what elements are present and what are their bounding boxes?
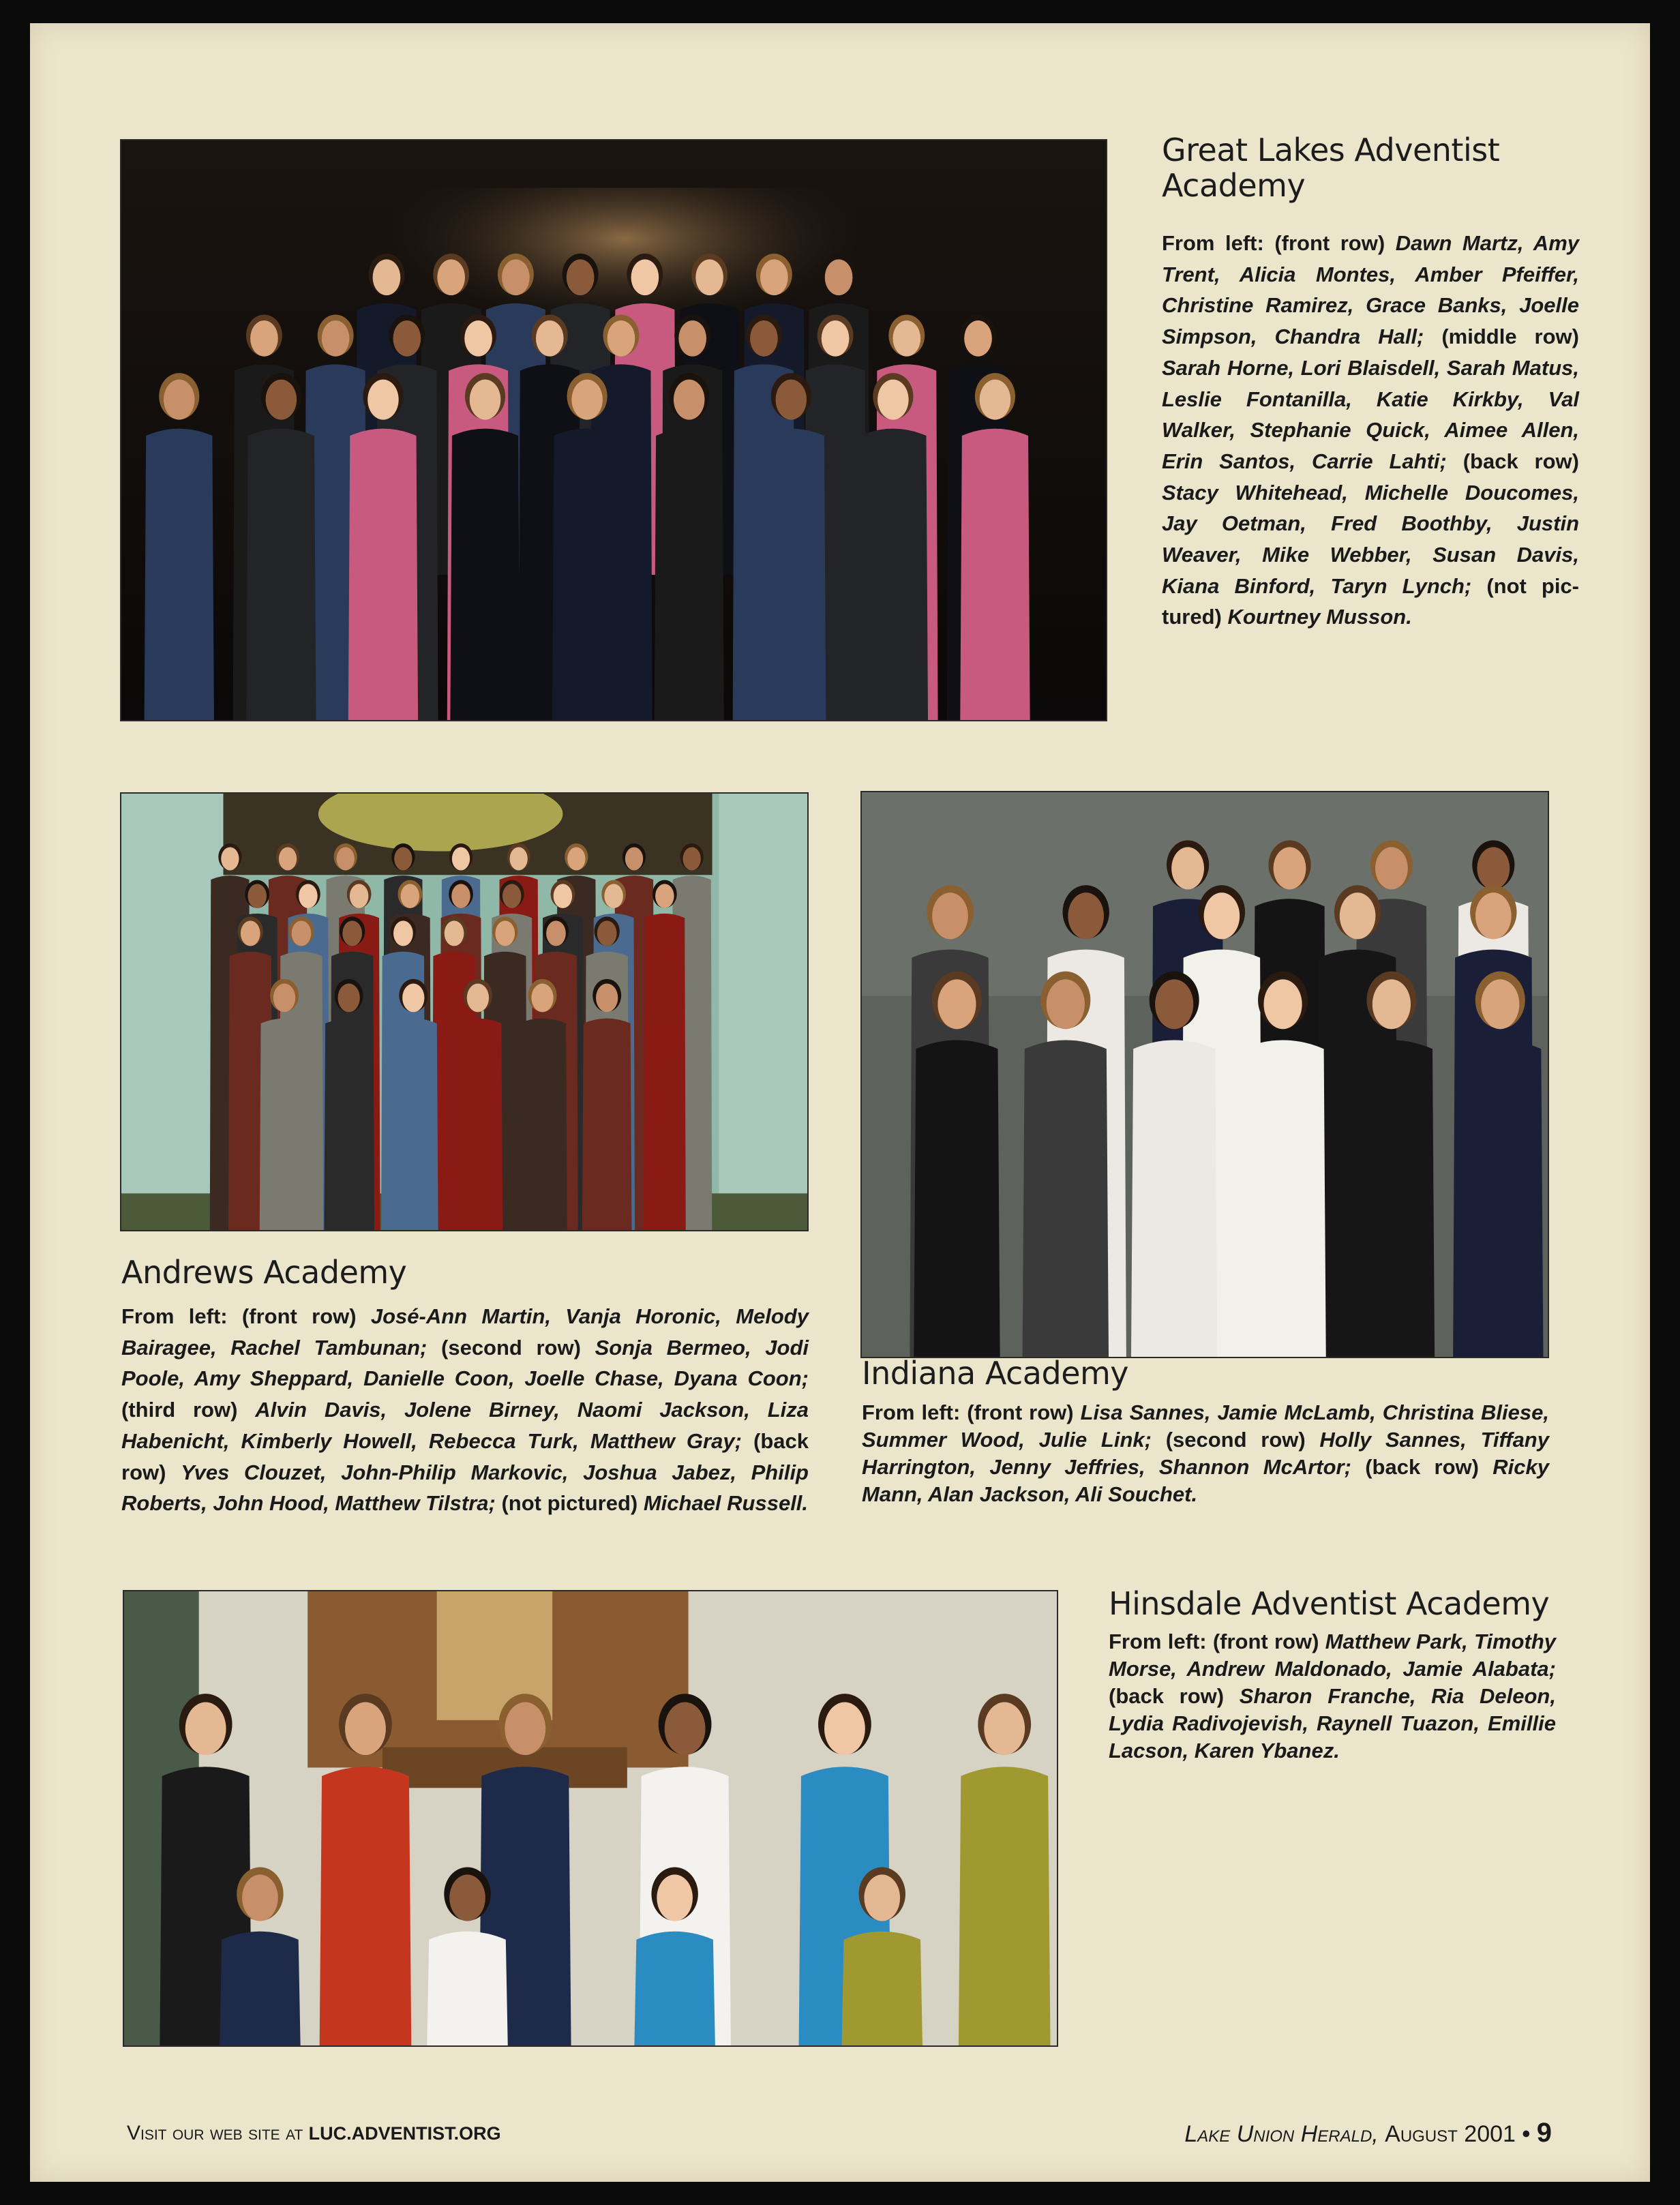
person-face: [393, 920, 413, 946]
footer-separator: •: [1522, 2121, 1531, 2147]
page-number: 9: [1536, 2118, 1552, 2148]
person-figure: [320, 1767, 412, 2045]
person-face: [892, 320, 920, 357]
website-footer: [127, 2122, 501, 2145]
andrews-heading: Andrews Academy: [121, 1254, 407, 1291]
person-face: [470, 380, 500, 420]
person-face: [864, 1874, 900, 1921]
indiana-group-photo: [860, 791, 1549, 1358]
great-lakes-heading: Great Lakes Adventist Academy: [1162, 132, 1500, 204]
person-figure: [914, 1040, 1000, 1357]
person-face: [1481, 979, 1519, 1029]
website-prefix: Visit our web site at: [127, 2122, 303, 2144]
person-face: [608, 320, 635, 357]
person-face: [750, 320, 778, 357]
person-figure: [959, 1767, 1051, 2045]
caption-names: Ricky Mann, Alan Jackson, Ali Souchet.: [862, 1455, 1549, 1506]
person-face: [299, 884, 317, 908]
person-face: [338, 984, 360, 1012]
person-figure: [552, 429, 622, 720]
person-face: [502, 259, 530, 295]
person-face: [665, 1702, 706, 1756]
person-figure: [1349, 1040, 1435, 1357]
person-figure: [858, 429, 928, 720]
person-face: [437, 259, 465, 295]
person-face: [657, 1874, 693, 1921]
person-face: [402, 984, 424, 1012]
person-face: [464, 320, 492, 357]
caption-label: (second row): [427, 1335, 595, 1360]
person-figure: [842, 1932, 922, 2045]
person-figure: [145, 429, 214, 720]
hinsdale-group-photo: [123, 1590, 1058, 2047]
person-figure: [450, 429, 520, 720]
caption-names: Sonja Bermeo, Jodi Poole, Amy Sheppard, Danielle Coon, Joelle Chase, Dyana Coon;: [121, 1335, 809, 1391]
caption-label: (back row): [1109, 1684, 1240, 1708]
person-face: [322, 320, 350, 357]
caption-label: (middle row): [1424, 325, 1579, 349]
caption-names: Michael Russell.: [643, 1491, 809, 1516]
person-face: [273, 984, 295, 1012]
caption-label: (third row): [121, 1398, 256, 1422]
person-face: [1372, 979, 1411, 1029]
person-face: [250, 320, 278, 357]
person-face: [449, 1874, 485, 1921]
person-face: [1047, 979, 1085, 1029]
hinsdale-heading: Hinsdale Adventist Academy: [1109, 1585, 1550, 1622]
person-figure: [246, 429, 316, 720]
person-figure: [427, 1932, 507, 2045]
person-face: [1340, 892, 1376, 939]
person-face: [445, 920, 464, 946]
person-face: [546, 920, 566, 946]
caption-names: Yves Clouzet, John-Philip Markovic, Joshua Jabez, Philip Roberts, John Hood, Matthew Tilstra;: [121, 1460, 809, 1516]
person-face: [467, 984, 489, 1012]
publication-name: Lake Union Herald,: [1184, 2121, 1379, 2147]
caption-names: Dawn Martz, Amy Trent, Alicia Montes, Amber Pfeiffer, Christine Ramirez, Grace Banks, Joelle Simpson, Chandra Hall;: [1162, 231, 1579, 349]
person-face: [554, 884, 572, 908]
caption-label: (second row): [1151, 1428, 1320, 1452]
person-figure: [634, 1932, 715, 2045]
person-face: [394, 847, 412, 870]
person-face: [1171, 847, 1204, 889]
person-face: [1375, 847, 1408, 889]
great-lakes-caption: [1162, 228, 1579, 633]
person-face: [760, 259, 788, 295]
caption-label: (back row): [1446, 449, 1579, 473]
website-url[interactable]: LUC.ADVENTIST.ORG: [308, 2123, 501, 2144]
caption-label: From left: (front row): [1162, 231, 1396, 255]
caption-label: (back row): [1351, 1455, 1493, 1479]
person-face: [877, 380, 908, 420]
person-face: [185, 1702, 226, 1756]
person-face: [571, 380, 602, 420]
person-face: [964, 320, 992, 357]
person-face: [350, 884, 368, 908]
caption-names: José-Ann Martin, Vanja Horonic, Melody Bairagee, Rachel Tambunan;: [121, 1304, 809, 1360]
person-face: [337, 847, 355, 870]
caption-names: Matthew Park, Timothy Morse, Andrew Maldonado, Jamie Alabata;: [1109, 1630, 1556, 1681]
caption-names: Kourtney Musson.: [1227, 605, 1412, 629]
person-face: [631, 259, 659, 295]
person-face: [368, 380, 398, 420]
person-figure: [348, 429, 418, 720]
person-face: [342, 920, 362, 946]
person-face: [822, 320, 850, 357]
caption-label: From left: (front row): [121, 1304, 371, 1328]
person-face: [247, 884, 266, 908]
person-face: [1068, 892, 1104, 939]
person-face: [452, 847, 470, 870]
person-face: [824, 1702, 865, 1756]
person-face: [984, 1702, 1025, 1756]
person-face: [241, 920, 260, 946]
person-figure: [220, 1932, 300, 2045]
person-face: [266, 380, 297, 420]
person-figure: [453, 1019, 503, 1230]
person-face: [567, 259, 595, 295]
person-figure: [644, 914, 686, 1230]
person-face: [937, 979, 976, 1029]
publication-footer: [1184, 2118, 1552, 2148]
great-lakes-group-photo: [120, 139, 1107, 721]
person-face: [597, 920, 617, 946]
person-face: [401, 884, 419, 908]
person-face: [1477, 847, 1510, 889]
caption-label: From left: (front row): [1109, 1630, 1325, 1653]
person-face: [373, 259, 401, 295]
person-figure: [1457, 1040, 1543, 1357]
caption-names: Stacy Whitehead, Michelle Doucomes, Jay Oetman, Fred Boothby, Justin Weaver, Mike Webber, Susan Davis, Kiana Binford, Taryn Lynch;: [1162, 480, 1579, 598]
person-face: [1155, 979, 1193, 1029]
caption-names: Sharon Franche, Ria Deleon, Lydia Radivojevish, Raynell Tuazon, Emillie Lacson, Karen Ybanez.: [1109, 1684, 1556, 1762]
person-face: [292, 920, 312, 946]
person-face: [279, 847, 297, 870]
person-face: [567, 847, 585, 870]
person-face: [164, 380, 194, 420]
person-figure: [324, 1019, 374, 1230]
person-face: [345, 1702, 386, 1756]
person-face: [393, 320, 421, 357]
person-face: [505, 1702, 545, 1756]
person-face: [451, 884, 470, 908]
person-face: [683, 847, 701, 870]
person-face: [531, 984, 553, 1012]
andrews-caption: [121, 1301, 809, 1519]
person-face: [221, 847, 239, 870]
caption-label: (not pic-tured): [1162, 573, 1579, 629]
person-face: [1263, 979, 1302, 1029]
person-figure: [960, 429, 1030, 720]
person-figure: [1131, 1040, 1217, 1357]
person-figure: [582, 1019, 632, 1230]
person-figure: [756, 429, 826, 720]
caption-names: Alvin Davis, Jolene Birney, Naomi Jackson, Liza Habenicht, Kimberly Howell, Rebecca Turk, Matthew Gray;: [121, 1398, 809, 1453]
andrews-group-photo: [120, 792, 809, 1231]
person-face: [242, 1874, 278, 1921]
caption-label: (not pictured): [495, 1491, 644, 1516]
person-face: [655, 884, 674, 908]
person-figure: [1023, 1040, 1109, 1357]
person-figure: [389, 1019, 438, 1230]
caption-names: Sarah Horne, Lori Blaisdell, Sarah Matus, Leslie Fontanilla, Katie Kirkby, Val Walker, Stephanie Quick, Aimee Allen, Erin Santos, Carrie Lahti;: [1162, 355, 1579, 473]
hinsdale-caption: [1109, 1628, 1556, 1765]
person-face: [536, 320, 564, 357]
caption-label: (back row): [121, 1428, 809, 1484]
person-figure: [518, 1019, 567, 1230]
person-face: [604, 884, 622, 908]
person-figure: [260, 1019, 310, 1230]
person-face: [825, 259, 853, 295]
person-face: [776, 380, 807, 420]
person-face: [510, 847, 528, 870]
issue-date: August 2001: [1385, 2121, 1516, 2147]
person-figure: [1240, 1040, 1325, 1357]
person-face: [695, 259, 723, 295]
magazine-page: [30, 23, 1650, 2182]
person-face: [678, 320, 706, 357]
person-face: [596, 984, 618, 1012]
person-face: [1274, 847, 1306, 889]
caption-label: From left: (front row): [862, 1400, 1081, 1424]
indiana-caption: [862, 1399, 1549, 1508]
person-face: [625, 847, 643, 870]
person-face: [980, 380, 1010, 420]
person-face: [495, 920, 515, 946]
person-face: [502, 884, 521, 908]
person-face: [1475, 892, 1512, 939]
caption-names: Holly Sannes, Tiffany Harrington, Jenny Jeffries, Shannon McArtor;: [862, 1428, 1549, 1479]
person-figure: [655, 429, 724, 720]
person-face: [674, 380, 704, 420]
caption-names: Lisa Sannes, Jamie McLamb, Christina Bliese, Summer Wood, Julie Link;: [862, 1400, 1549, 1452]
indiana-heading: Indiana Academy: [862, 1355, 1129, 1392]
person-face: [932, 892, 968, 939]
person-face: [1204, 892, 1240, 939]
